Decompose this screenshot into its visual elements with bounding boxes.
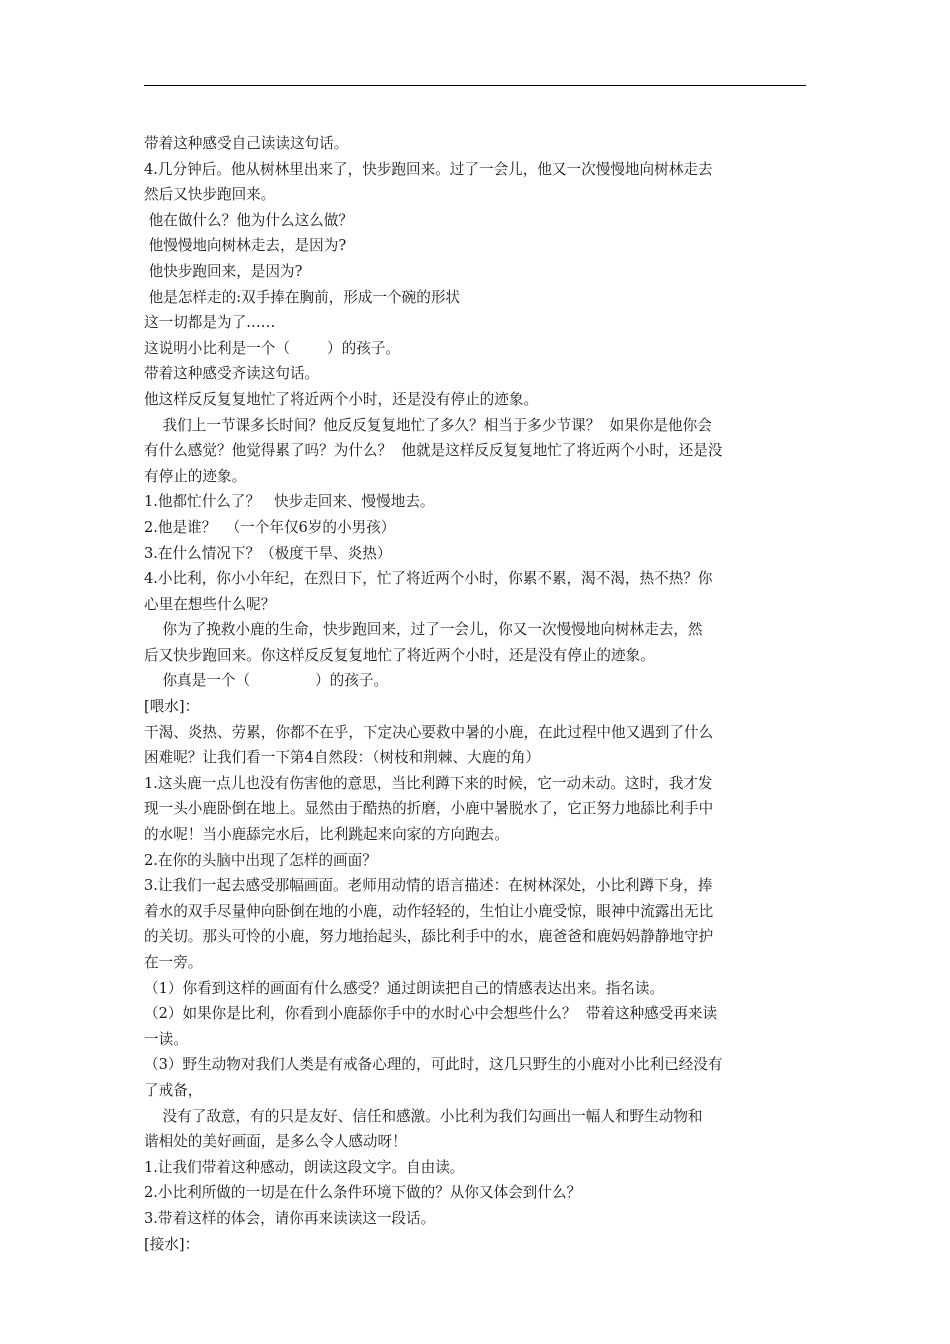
text-line: 的关切。那头可怜的小鹿，努力地抬起头，舔比利手中的水，鹿爸爸和鹿妈妈静静地守护 [144,928,714,946]
text-line: 你真是一个（ ）的孩子。 [144,672,389,690]
text-line: 这说明小比利是一个（ ）的孩子。 [144,339,401,357]
text-line: [接水]： [144,1235,200,1253]
text-line: 你为了挽救小鹿的生命，快步跑回来，过了一会儿，你又一次慢慢地向树林走去，然 [144,621,703,639]
text-line: 带着这种感受自己读读这句话。 [144,135,349,152]
text-line: 然后又快步跑回来。 [144,186,276,204]
text-line: 他这样反反复复地忙了将近两个小时，还是没有停止的迹象。 [144,390,539,408]
text-line: 谐相处的美好画面，是多么令人感动呀！ [144,1133,407,1151]
text-line: [喂水]： [144,698,200,716]
header-rule [144,85,806,86]
text-line: 一读。 [144,1030,188,1048]
text-line: （2）如果你是比利，你看到小鹿舔你手中的水时心中会想些什么？ 带着这种感受再来读 [144,1005,718,1023]
text-line: 困难呢？让我们看一下第4自然段：（树枝和荆棘、大鹿的角） [144,749,541,767]
text-line: 有什么感觉？他觉得累了吗？为什么？ 他就是这样反反复复地忙了将近两个小时，还是没 [144,442,723,460]
text-line: 的水呢！当小鹿舔完水后，比利跳起来向家的方向跑去。 [144,826,509,844]
text-line: 带着这种感受齐读这句话。 [144,365,320,383]
text-line: 3.在什么情况下？（极度干旱、炎热） [144,544,392,562]
text-line: 他是怎样走的:双手捧在胸前，形成一个碗的形状 [144,288,461,306]
text-line: 4.小比利，你小小年纪，在烈日下，忙了将近两个小时，你累不累，渴不渴，热不热？你 [144,570,713,588]
text-line: （1）你看到这样的画面有什么感受？通过朗读把自己的情感表达出来。指名读。 [144,979,665,997]
text-line: 1.这头鹿一点儿也没有伤害他的意思，当比利蹲下来的时候，它一动未动。这时，我才发 [144,774,713,792]
text-line: 他慢慢地向树林走去，是因为? [144,237,347,255]
text-line: 1.让我们带着这种感动，朗读这段文字。自由读。 [144,1158,465,1176]
text-line: 没有了敌意，有的只是友好、信任和感激。小比利为我们勾画出一幅人和野生动物和 [144,1107,703,1125]
text-line: 心里在想些什么呢？ [144,595,276,613]
document-body [144,131,808,1257]
text-line: 他在做什么？他为什么这么做？ [144,211,353,229]
text-line: 2.小比利所做的一切是在什么条件环境下做的？从你又体会到什么？ [144,1184,582,1202]
text-line: 后又快步跑回来。你这样反反复复地忙了将近两个小时，还是没有停止的迹象。 [144,646,655,664]
text-line: 1.他都忙什么了？ 快步走回来、慢慢地去。 [144,493,435,511]
text-line: 了戒备， [144,1081,203,1099]
text-line: 2.他是谁？ （一个年仅6岁的小男孩） [144,518,396,536]
text-line: 3.让我们一起去感受那幅画面。老师用动情的语言描述：在树林深处，小比利蹲下身，捧 [144,877,713,895]
text-line: 4.几分钟后。他从树林里出来了，快步跑回来。过了一会儿，他又一次慢慢地向树林走去 [144,160,713,178]
text-line: 我们上一节课多长时间？他反反复复地忙了多久？相当于多少节课？ 如果你是他你会 [144,416,712,434]
text-line: 3.带着这样的体会，请你再来读读这一段话。 [144,1209,436,1227]
text-line: 这一切都是为了…… [144,314,276,332]
text-line: 现一头小鹿卧倒在地上。显然由于酷热的折磨，小鹿中暑脱水了，它正努力地舔比利手中 [144,800,714,818]
text-line: 干渴、炎热、劳累，你都不在乎，下定决心要救中暑的小鹿，在此过程中他又遇到了什么 [144,723,714,741]
text-line: 着水的双手尽量伸向卧倒在地的小鹿，动作轻轻的，生怕让小鹿受惊，眼神中流露出无比 [144,902,714,920]
text-line: 2.在你的头脑中出现了怎样的画面？ [144,851,377,869]
text-line: 有停止的迹象。 [144,467,247,485]
text-line: 他快步跑回来，是因为? [144,262,303,280]
text-line: （3）野生动物对我们人类是有戒备心理的，可此时，这几只野生的小鹿对小比利已经没有 [144,1056,723,1074]
text-line: 在一旁。 [144,954,203,971]
